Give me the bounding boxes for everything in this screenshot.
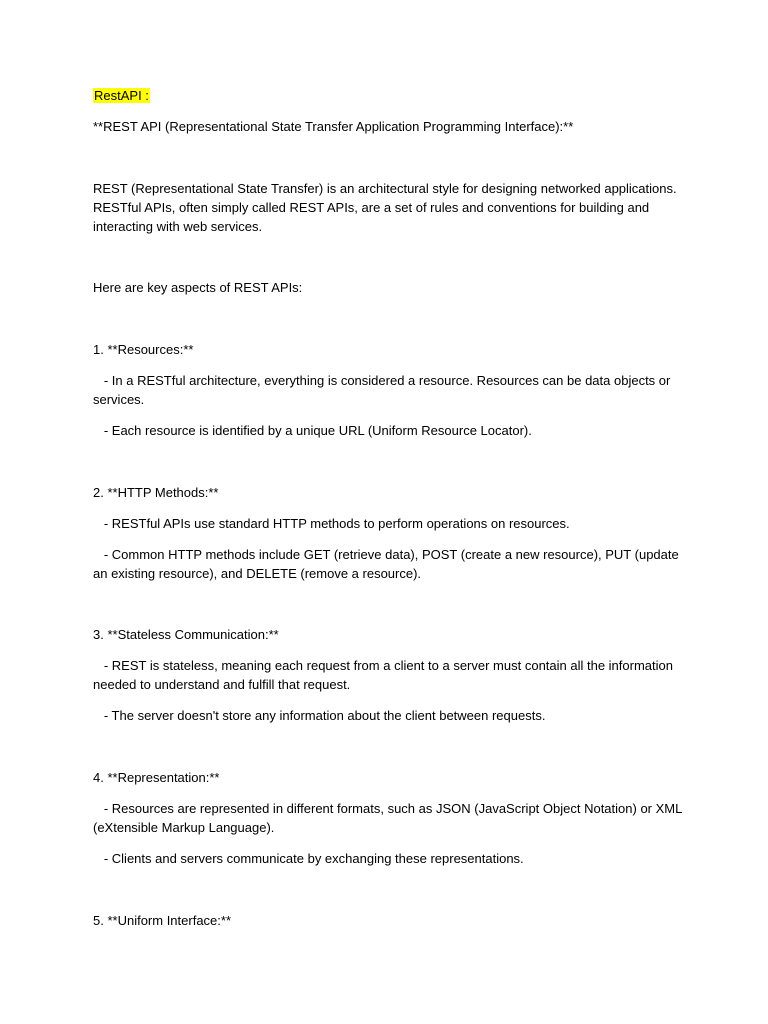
key-aspects-intro: Here are key aspects of REST APIs: [93,280,303,295]
section-heading-resources: 1. **Resources:** [93,342,194,357]
document-title-line: **REST API (Representational State Transfer Application Programming Interface):** [93,119,574,134]
section-bullet: - REST is stateless, meaning each request from a client to a server must contain all the information needed to understand and fulfill that request. [93,658,677,692]
section-heading-http-methods: 2. **HTTP Methods:** [93,485,219,500]
section-bullet: - In a RESTful architecture, everything is considered a resource. Resources can be data objects or services. [93,373,674,407]
heading-highlight: RestAPI : [94,88,149,103]
section-bullet: - Each resource is identified by a unique URL (Uniform Resource Locator). [93,423,532,438]
section-heading-uniform-interface: 5. **Uniform Interface:** [93,913,232,928]
section-bullet: - Clients and servers communicate by exchanging these representations. [93,851,524,866]
section-bullet: - The server doesn't store any information about the client between requests. [93,708,546,723]
section-bullet: - Resources are represented in different formats, such as JSON (JavaScript Object Notation) or XML (eXtensible Markup Language). [93,801,686,835]
section-heading-stateless: 3. **Stateless Communication:** [93,627,279,642]
section-bullet: - Common HTTP methods include GET (retrieve data), POST (create a new resource), PUT (update an existing resource), and DELETE (remove a resource). [93,547,683,581]
intro-paragraph: REST (Representational State Transfer) is an architectural style for designing networked applications. RESTful APIs, often simply called REST APIs, are a set of rules and conventions for building and interacting with web services. [93,181,681,234]
section-bullet: - RESTful APIs use standard HTTP methods to perform operations on resources. [93,516,570,531]
document-heading [93,86,683,105]
section-heading-representation: 4. **Representation:** [93,770,220,785]
